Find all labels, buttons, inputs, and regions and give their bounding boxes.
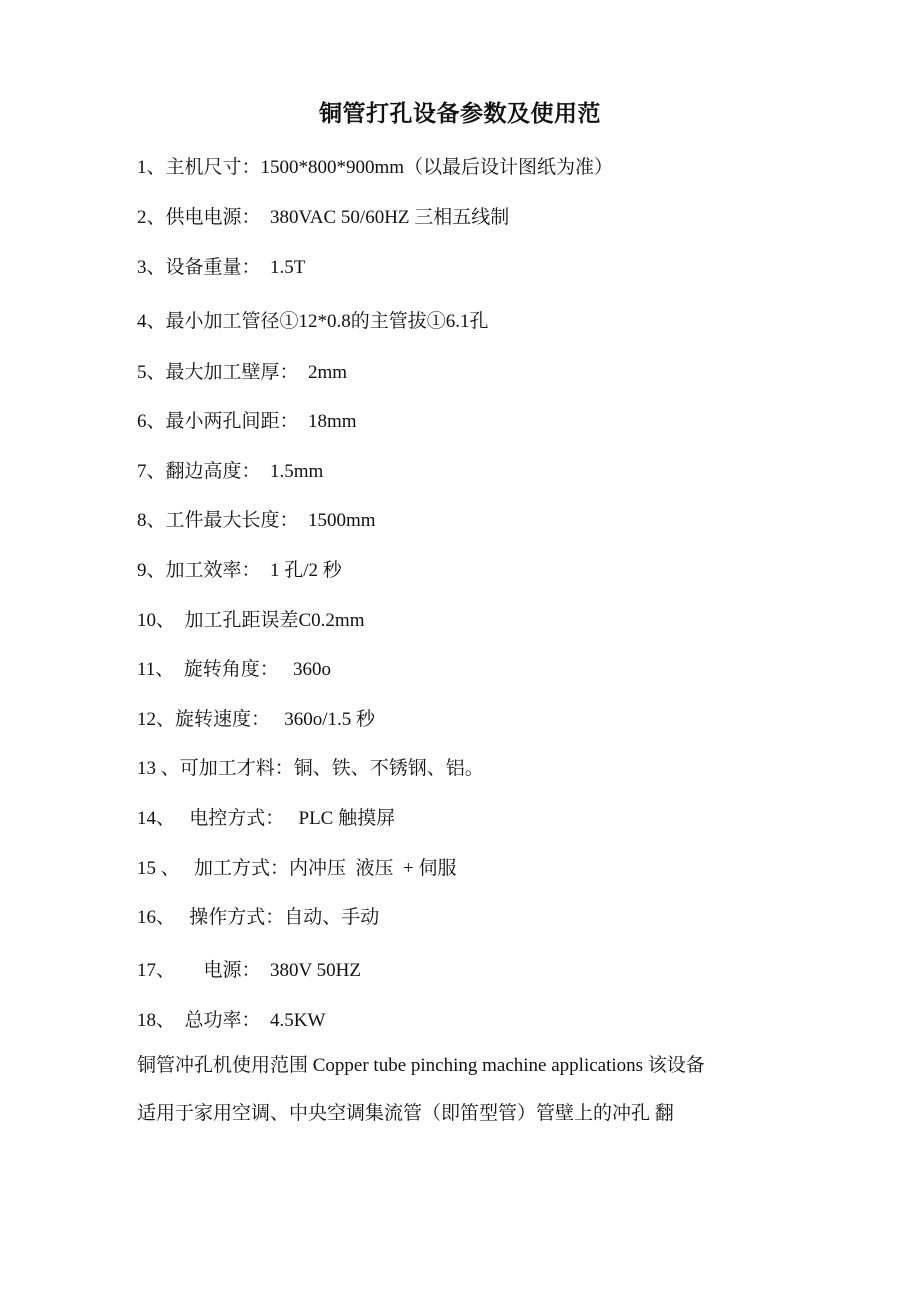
spec-item-10: 10、 加工孔距误差C0.2mm xyxy=(137,610,365,631)
usage-paragraph-line-2: 适用于家用空调、中央空调集流管（即笛型管）管壁上的冲孔 翻 xyxy=(137,1103,674,1124)
spec-item-3: 3、设备重量： 1.5T xyxy=(137,257,306,278)
spec-item-9: 9、加工效率： 1 孔/2 秒 xyxy=(137,560,342,581)
usage-paragraph-line-1: 铜管冲孔机使用范围 Copper tube pinching machine applications 该设备 xyxy=(137,1055,705,1076)
document-title: 铜管打孔设备参数及使用范 xyxy=(319,101,601,126)
spec-item-15: 15 、 加工方式：内冲压 液压 + 伺服 xyxy=(137,858,457,879)
spec-item-1: 1、主机尺寸：1500*800*900mm（以最后设计图纸为准） xyxy=(137,157,614,178)
spec-item-2: 2、供电电源： 380VAC 50/60HZ 三相五线制 xyxy=(137,207,510,228)
spec-item-17: 17、 电源： 380V 50HZ xyxy=(137,960,361,981)
spec-item-14: 14、 电控方式： PLC 触摸屏 xyxy=(137,808,396,829)
spec-item-5: 5、最大加工壁厚： 2mm xyxy=(137,362,348,383)
spec-item-4: 4、最小加工管径①12*0.8的主管拔①6.1孔 xyxy=(137,311,489,332)
spec-item-7: 7、翻边高度： 1.5mm xyxy=(137,461,324,482)
spec-item-11: 11、 旋转角度： 360o xyxy=(137,659,332,680)
spec-item-13: 13 、可加工才料：铜、铁、不锈钢、铝。 xyxy=(137,758,484,779)
spec-item-8: 8、工件最大长度： 1500mm xyxy=(137,510,376,531)
spec-item-16: 16、 操作方式：自动、手动 xyxy=(137,907,380,928)
spec-item-18: 18、 总功率： 4.5KW xyxy=(137,1010,326,1031)
spec-item-6: 6、最小两孔间距： 18mm xyxy=(137,411,357,432)
spec-item-12: 12、旋转速度： 360o/1.5 秒 xyxy=(137,709,376,730)
